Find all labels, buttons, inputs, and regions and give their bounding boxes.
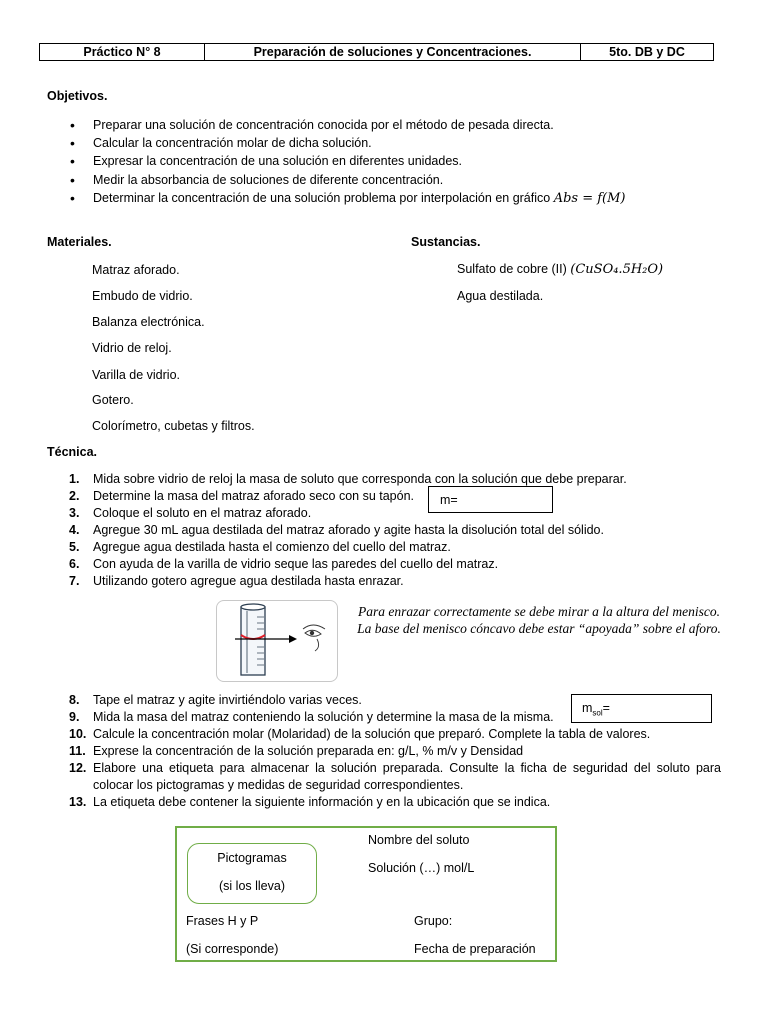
pictograms-label: Pictogramas [217, 851, 287, 865]
step-number: 7. [69, 574, 80, 588]
step-text: Con ayuda de la varilla de vidrio seque las paredes del cuello del matraz. [93, 557, 499, 571]
material-item: Vidrio de reloj. [92, 341, 172, 355]
list-item [69, 505, 721, 522]
mass-input-box[interactable] [428, 486, 553, 513]
material-item: Colorímetro, cubetas y filtros. [92, 419, 255, 433]
list-item: • Expresar la concentración de una solución en diferentes unidades. [70, 152, 626, 170]
list-item: • Calcular la concentración molar de dicha solución. [70, 134, 626, 152]
mass-label: m= [440, 493, 458, 507]
msol-m: m [582, 701, 593, 715]
step-text: Elabore una etiqueta para almacenar la solución preparada. Consulte la ficha de seguridad del soluto para colocar los pictogramas y medidas de seguridad correspondientes. [93, 761, 721, 792]
step-text: Mida la masa del matraz conteniendo la solución y determine la masa de la misma. [93, 710, 554, 724]
list-item [69, 743, 721, 760]
header-table [39, 43, 714, 61]
list-item [69, 573, 721, 590]
step-number: 5. [69, 540, 80, 554]
meniscus-diagram [217, 601, 337, 681]
meniscus-note: Para enrazar correctamente se debe mirar a la altura del menisco. La base del menisco cóncavo debe estar “apoyada” sobre el aforo. [357, 604, 721, 636]
material-item: Varilla de vidrio. [92, 368, 181, 382]
material-item: Matraz aforado. [92, 263, 180, 277]
group-label: Grupo: [414, 914, 453, 928]
solution-mass-box[interactable] [571, 694, 712, 723]
course: 5to. DB y DC [609, 45, 685, 59]
nose [315, 639, 319, 651]
step-text: Agregue 30 mL agua destilada del matraz aforado y agite hasta la disolución total del sólido. [93, 523, 604, 537]
eyebrow [303, 625, 325, 629]
pictograms-note: (si los lleva) [219, 879, 285, 893]
step-text: Coloque el soluto en el matraz aforado. [93, 506, 312, 520]
step-number: 9. [69, 710, 80, 724]
hp-phrases-label: Frases H y P [186, 914, 259, 928]
list-item [69, 556, 721, 573]
substance-formula: (CuSO₄.5H₂O) [570, 262, 664, 277]
step-number: 13. [69, 795, 87, 809]
step-number: 8. [69, 693, 80, 707]
material-item: Balanza electrónica. [92, 315, 205, 329]
tube-top [241, 604, 265, 610]
step-text: Tape el matraz y agite invirtiéndolo varias veces. [93, 693, 362, 707]
objectives-heading: Objetivos. [47, 89, 108, 103]
step-text: La etiqueta debe contener la siguiente información y en la ubicación que se indica. [93, 795, 551, 809]
list-item [69, 794, 721, 811]
hp-phrases-note: (Si corresponde) [186, 942, 279, 956]
arrow-head-icon [289, 635, 297, 643]
step-number: 11. [69, 744, 86, 758]
step-text: Agregue agua destilada hasta el comienzo del cuello del matraz. [93, 540, 451, 554]
formula: Abs = f(M) [553, 190, 626, 206]
practice-title: Preparación de soluciones y Concentraciones. [205, 44, 581, 60]
step-number: 3. [69, 506, 80, 520]
list-item [69, 488, 721, 505]
step-number: 6. [69, 557, 80, 571]
list-item [69, 522, 721, 539]
solute-name-label: Nombre del soluto [368, 833, 470, 847]
step-number: 1. [69, 472, 80, 486]
substance-item: Agua destilada. [457, 289, 544, 303]
substances-heading: Sustancias. [411, 235, 481, 249]
technique-steps-1 [69, 471, 721, 590]
list-item [69, 760, 721, 794]
list-item: • Preparar una solución de concentración conocida por el método de pesada directa. [70, 116, 626, 134]
step-text: Determine la masa del matraz aforado seco con su tapón. [93, 489, 415, 503]
list-item [69, 726, 721, 743]
eye-pupil [310, 631, 314, 635]
list-item: • Medir la absorbancia de soluciones de diferente concentración. [70, 171, 626, 189]
solution-mass-label [582, 701, 610, 718]
step-number: 2. [69, 489, 80, 503]
material-item: Embudo de vidrio. [92, 289, 193, 303]
materials-heading: Materiales. [47, 235, 112, 249]
list-item [70, 189, 626, 207]
technique-heading: Técnica. [47, 445, 98, 459]
meniscus-illustration [216, 600, 338, 682]
step-text: Exprese la concentración de la solución preparada en: g/L, % m/v y Densidad [93, 744, 524, 758]
msol-sub: sol [592, 708, 603, 718]
material-item: Gotero. [92, 393, 134, 407]
step-text: Utilizando gotero agregue agua destilada hasta enrazar. [93, 574, 404, 588]
solution-concentration-label: Solución (…) mol/L [368, 861, 475, 875]
list-item [69, 471, 721, 488]
list-item-text: Determinar la concentración de una solución problema por interpolación en gráfico [93, 190, 551, 205]
substance-item [457, 262, 663, 277]
step-number: 4. [69, 523, 80, 537]
step-text: Calcule la concentración molar (Molaridad) de la solución que preparó. Complete la tabla de valores. [93, 727, 651, 741]
step-number: 12. [69, 761, 87, 775]
step-number: 10. [69, 727, 87, 741]
objectives-list [70, 116, 626, 207]
msol-eq: = [602, 701, 610, 715]
preparation-date-label: Fecha de preparación [414, 942, 536, 956]
practice-number: Práctico N° 8 [40, 44, 205, 60]
step-text: Mida sobre vidrio de reloj la masa de soluto que corresponda con la solución que debe preparar. [93, 472, 627, 486]
substance-name: Sulfato de cobre (II) [457, 262, 567, 276]
list-item [69, 539, 721, 556]
